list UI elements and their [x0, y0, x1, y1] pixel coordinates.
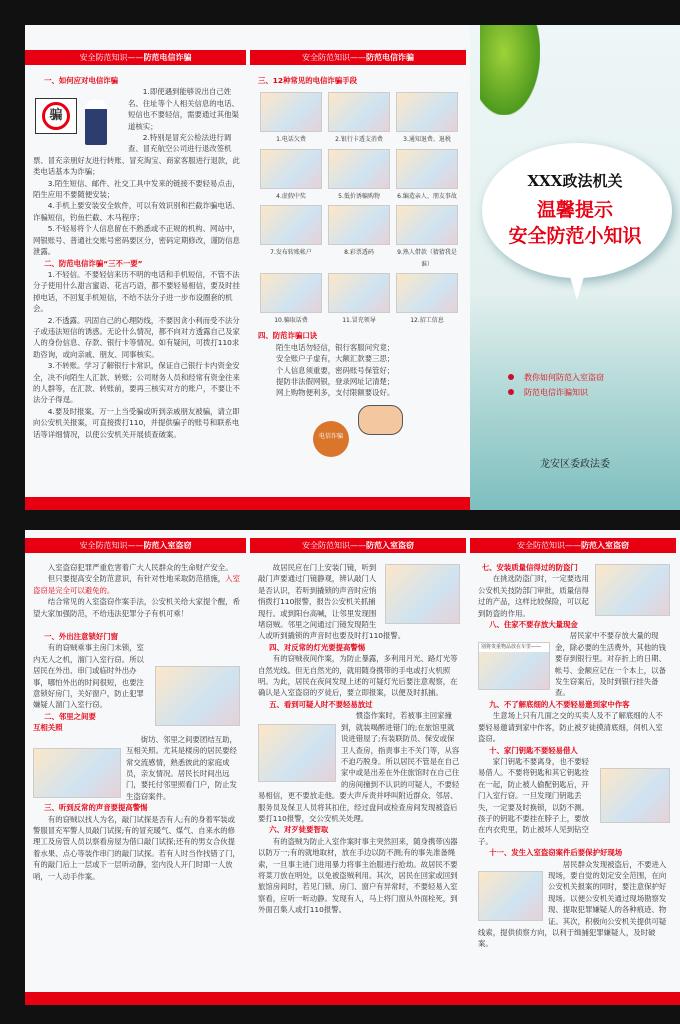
paragraph: 5.不轻易将个人信息留在不熟悉或不正规的机构、网站中，网银账号、普通社交账号密码要区分，密码定期修改，谨防信息泄露。 — [33, 224, 240, 257]
neighbors-illustration — [33, 748, 121, 798]
fraud-method-item — [260, 205, 322, 270]
bullet-text: 教你如何防范入室盗窃 — [524, 373, 604, 382]
panel-header — [250, 538, 466, 553]
car-caption: 别将贵重物品放在车里—— — [479, 643, 549, 652]
fraud-method-label: 1.电话欠费 — [276, 136, 306, 144]
header-topic: 防范入室盗窃 — [366, 541, 414, 550]
panel-telecom-1 — [25, 25, 250, 510]
fraud-cartoon-image — [396, 273, 458, 313]
fraud-method-label: 11.冒充领导 — [342, 317, 376, 325]
brochure-outside — [25, 25, 680, 510]
panel-burglary-2 — [250, 530, 470, 1005]
header-topic: 防范电信诈骗 — [143, 53, 192, 62]
cover-org: XXX政法机关 — [527, 172, 623, 190]
burglary-text-3 — [478, 562, 670, 950]
fraud-method-item — [260, 92, 322, 145]
fraud-method-label: 5.低价诱骗购物 — [338, 192, 380, 200]
highlight-text: 入室盗窃是完全可以避免的。 — [33, 574, 240, 595]
panel-header — [25, 50, 246, 65]
car-illustration — [478, 642, 550, 690]
panel-burglary-1 — [25, 530, 250, 1005]
paragraph: 有的窃贼乘事主房门未锁，室内无人之机，溜门入室行窃。所以居民在外出、串门或临时外出办事，哪怕外出的时间很短，也要注意锁好房门，关好窗户，防止犯罪嫌疑人溜门入室行窃。 — [33, 643, 144, 710]
rhyme — [258, 342, 460, 399]
fraud-method-item — [396, 205, 458, 270]
rhyme-line: 安全账户子虚有，大额汇款要三思； — [276, 354, 395, 364]
paragraph: 有的窃贼以找人为名，敲门试探是否有人;有的身着军装或警服冒充军警人员敲门试探;有的冒充暖气、煤气、自来水的修理工及房管人员以察看房屋为借口敲门试探;还有的男女合伙提着水果、点心等装作串门的敲门试探。若有人时当作找错了门，有的敲门后上一层或下一层听动静，室内没人开门时即一人放哨，一人动手作案。 — [33, 814, 240, 881]
panel-header — [25, 538, 246, 553]
fraud-method-label: 2.银行卡透支消费 — [335, 136, 383, 144]
fraud-method-item — [260, 149, 322, 202]
paragraph: 在挑选防盗门时，一定要选用公安机关技防部门审批，质量信得过的产品，这样比较保险，可以起到防盗的作用。 — [478, 574, 589, 618]
rhyme-line: 个人信息须重要，密码账号保管好； — [276, 365, 395, 375]
burglary-text-1 — [33, 562, 240, 882]
fraud-method-item — [328, 92, 390, 145]
fraud-method-label: 9.熟人借款（猜猜我是谁） — [397, 249, 457, 268]
footer-bar — [470, 992, 680, 1005]
header-prefix: 安全防范知识—— — [79, 541, 144, 550]
section-heading: 四、防范诈骗口诀 — [258, 331, 318, 341]
panel-telecom-2 — [250, 25, 470, 510]
door-peephole-illustration — [385, 564, 460, 624]
door-key-illustration — [600, 768, 670, 823]
fraud-cartoon-image — [396, 149, 458, 189]
paragraph: 1.即使遇到能够说出自己姓名、住址等个人相关信息的电话、短信也不要轻信，需要通过其他渠道核实； — [128, 87, 239, 131]
fraud-cartoon-image — [260, 92, 322, 132]
fraud-method-item — [396, 92, 458, 145]
section-heading: 三、听到反常的声音要提高警惕 — [44, 803, 148, 813]
footer-bar — [250, 992, 470, 1005]
paragraph: 故居民应在门上安装门镜，听到敲门声要通过门镜静观，辨认敲门人是否认识，若听到撬锁的声音时应悄悄拨打110报警，报告公安机关抓捕现行。或到阳台高喊，让邻里发现围堵窃贼。邻里之间通过门镜发现陌生人或听到撬锁的声音时也要及时打110报警。 — [258, 563, 406, 641]
paragraph: 生意场上只有几面之交的买卖人及不了解底细的人不要轻易邀请到家中作客，防止被歹徒摸清底细，伺机入室盗窃。 — [478, 711, 663, 744]
section-heading: 一、外出注意锁好门窗 — [44, 632, 119, 642]
fraud-cartoon-image — [260, 273, 322, 313]
paragraph: 2.特别是冒充公检法进行调查、冒充航空公司进行退改签机票、冒充亲朋好友进行转账、冒充淘宝、商家客服进行退款，此类电话基本为诈骗； — [33, 133, 240, 177]
section-heading: 六、对歹徒要智取 — [269, 825, 329, 835]
fraud-cartoon-image — [396, 205, 458, 245]
section-heading: 九、不了解底细的人不要轻易邀到家中作客 — [489, 699, 630, 709]
money-bag-icon: 电信诈骗 — [313, 421, 349, 457]
fraud-method-label: 7.发布转账帐户 — [270, 249, 312, 257]
header-prefix: 安全防范知识—— — [79, 53, 144, 62]
section-heading: 四、对反常的灯光要提高警惕 — [269, 642, 366, 652]
burglary-text-2 — [258, 562, 460, 916]
panel-burglary-3 — [470, 530, 680, 1005]
section-heading: 三、12种常见的电信诈骗手段 — [258, 76, 357, 85]
cover-title: 温馨提示 — [536, 199, 613, 221]
security-door-illustration — [595, 564, 670, 616]
fraud-methods-grid — [260, 92, 458, 326]
paragraph: 1.不轻信。不要轻信来历不明的电话和手机短信，不管不法分子使用什么甜言蜜语、花言巧语，都不要轻易相信，要及时挂掉电话，不回复手机短信，不给不法分子进一步布设圈套的机会。 — [33, 269, 240, 314]
section-heading: 八、住家不要存放大量现金 — [489, 620, 578, 630]
paragraph: 3.陌生短信、邮件、社交工具中发来的链接不要轻易点击，陌生应用不要随便安装； — [33, 178, 240, 200]
fraud-method-label: 3.通知退费、退税 — [403, 136, 451, 144]
fraud-cartoon-image — [328, 92, 390, 132]
no-fraud-illustration — [33, 88, 123, 150]
header-topic: 防范电信诈骗 — [366, 53, 414, 62]
fraud-cartoon-image — [260, 149, 322, 189]
suspicious-person-illustration — [258, 724, 336, 782]
section-heading: 七、安装质量信得过的防盗门 — [481, 563, 578, 572]
cover-bullet — [508, 387, 588, 398]
police-cartoon-icon — [85, 100, 107, 145]
panel-header — [470, 538, 676, 553]
rhyme-line: 提防非法假网银，登录网址记清楚； — [276, 377, 395, 387]
telecom-text-1 — [33, 75, 240, 440]
fraud-method-item — [328, 205, 390, 270]
header-prefix: 安全防范知识—— — [302, 541, 366, 550]
window-lock-illustration — [155, 666, 240, 726]
paragraph: 4.手机上要安装安全软件，可以有效识别和拦截诈骗电话、诈骗短信，钓鱼拦截、木马程序； — [33, 201, 240, 222]
fraud-method-label: 6.编造亲人、朋友事故 — [397, 192, 457, 200]
paragraph — [33, 573, 240, 596]
rhyme-line: 陌生电话勿轻信，银行客服问究竟； — [276, 342, 395, 352]
section-heading: 五、看到可疑人时不要轻易放过 — [269, 699, 373, 709]
telecom-text-2 — [258, 75, 460, 463]
cover-issuer: 龙安区委政法委 — [540, 459, 610, 470]
paragraph: 居民群众发现被盗后，不要进入现场，要自觉的划定安全范围，在向公安机关报案的同时，要注意保护好现场。以便公安机关通过现场勘察发现、提取犯罪嫌疑人的各种痕迹、物证。其次，积极向公安机关提供可疑线索，提供侦察方向，以利于缉捕犯罪嫌疑人，及时破案。 — [478, 859, 667, 949]
fraud-cartoon-image — [328, 273, 390, 313]
section-heading: 一、如何应对电信诈骗 — [44, 76, 119, 85]
fraud-method-item — [328, 149, 390, 202]
fist-money-illustration — [258, 403, 460, 463]
paragraph: 2.不透露。巩固自己的心理防线，不要因贪小利而受不法分子或违法短信的诱惑。无论什么情况，都不向对方透露自己及家人的身份信息、存款、银行卡等情况。如有疑问，可拨打110求助咨询，或向亲戚、朋友、同事核实。 — [33, 315, 240, 359]
section-heading: 二、邻里之间要 — [44, 711, 96, 721]
footer-bar — [250, 497, 470, 510]
fraud-method-item — [260, 273, 322, 326]
paragraph: 3.不转账。学习了解银行卡常识，保证自己银行卡内资金安全，决不向陌生人汇款、转账；公司财务人员和经常有资金往来的人群等，在汇款、转账前，要再三核实对方的账户，不要让不法分子得逞。 — [33, 361, 240, 405]
section-heading: 十一、发生入室盗窃案件后要保护好现场 — [489, 848, 623, 858]
fraud-method-label: 4.虚假中奖 — [276, 192, 306, 200]
paragraph: 家门钥匙不要离身，也不要轻易借人。不要将钥匙和其它钥匙拴在一起，防止被人偷配钥匙后，开门入室行窃。一旦发现门钥匙丢失，一定要及时换锁，以防不测。孩子的钥匙不要挂在脖子上，要放在内衣兜里，防止被坏人见到钻空子。 — [478, 756, 589, 846]
paragraph: 有的窃贼夜间作案，为防止暴露，多利用月光、路灯光等自然光线。但无自然光的，就用随身携带的手电或打火机照明。为此，居民在夜间发现上述的可疑灯光后要注意观察，在确认是入室盗窃的歹徒后，要立即报案，以便及时抓捕。 — [258, 654, 458, 698]
speech-bubble-tail — [565, 260, 589, 300]
paragraph: 街坊、邻里之间要团结互助，互相关照。尤其是楼房的居民要经常交流感情，熟悉彼此的家庭成员，亲友情况。居民长时间出远门，要托付邻里照看门户，防止发生盗窃案件。 — [126, 734, 237, 801]
panel-header — [250, 50, 466, 65]
cover-bullet — [508, 372, 604, 383]
brochure-inside — [25, 530, 680, 1005]
paragraph: 结合常见的入室盗窃作案手法，公安机关给大家提个醒，希望大家加强防范，不给违法犯罪分子有机可乘！ — [33, 597, 240, 618]
no-fraud-sign-icon — [35, 98, 77, 134]
footer-bar — [25, 992, 250, 1005]
fraud-cartoon-image — [328, 205, 390, 245]
fraud-method-item — [396, 149, 458, 202]
fraud-method-label: 8.彩票透码 — [344, 249, 374, 257]
fraud-cartoon-image — [328, 149, 390, 189]
paragraph: 惯盗作案时，若被事主回家撞到，就装喝醉进错门的;在旅馆里就说进错屋了;有装联防员、保安或保卫人查房，指责事主不关门等，从容不迫巧脱身。所以居民不管是在自己家中或是出差在外住旅馆时在自己住的房间撞到不认识的可疑人，不要轻易相信，更不要放走他。要大声斥责并呼叫附近群众、邻居、服务员及保卫人员将其扣住，经过盘问或检查房间发现被盗后要打110报警，交公安机关处理。 — [258, 711, 460, 823]
fist-icon — [358, 405, 403, 435]
bullet-icon — [508, 389, 514, 395]
bullet-text: 防范电信诈骗知识 — [524, 388, 588, 397]
fraud-cartoon-image — [260, 205, 322, 245]
cover-subtitle: 安全防范小知识 — [508, 225, 642, 247]
section-heading: 二、防范电信诈骗“三不一要” — [44, 258, 143, 268]
fraud-method-label: 12.招工信息 — [410, 317, 444, 325]
leaf-decoration-icon — [480, 25, 540, 115]
cover-panel — [470, 25, 680, 510]
paragraph: 有的盗贼为防止入室作案时事主突然回来，随身携带凶器以防万一;有的就地取材，放在手边以防不测;有的事先准备绳索，一旦事主进门进用暴力将事主治服进行抢劫。故居民不要将菜刀放在明处，以免被盗贼利用。其次，居民在回家或回到旅馆房间时，若见门锁、房门、窗户有异常时，不要轻易入室察看，应听一听动静。发现有人，马上将门窗从外面栓死，到外面召集人或打110报警。 — [258, 836, 458, 915]
paragraph: 居民家中不要存放大量的现金，除必要的生活费外，其他的钱要存到银行里。对存折上的日期、帐号、金额应记在一个本上，以备发生窃案后，及时到银行挂失备查。 — [555, 631, 666, 698]
fraud-method-item — [328, 273, 390, 326]
fraud-method-item — [396, 273, 458, 326]
crime-scene-illustration — [478, 871, 543, 921]
paragraph: 4.要及时报案。万一上当受骗或听到亲戚朋友被骗，请立即向公安机关报案，可直接拨打110，并提供骗子的账号和联系电话等详细情况，以使公安机关开展侦查破案。 — [33, 406, 240, 439]
paragraph: 入室盗窃犯罪严重危害着广大人民群众的生命财产安全。 — [47, 563, 233, 572]
rhyme-line: 网上购物便利多，支付限额要设好。 — [276, 388, 395, 398]
header-topic: 防范入室盗窃 — [581, 541, 629, 550]
header-prefix: 安全防范知识—— — [517, 541, 581, 550]
header-topic: 防范入室盗窃 — [143, 541, 192, 550]
sign-text: 骗 — [42, 102, 70, 130]
section-heading: 互相关照 — [33, 723, 63, 733]
section-heading: 十、家门钥匙不要轻易借人 — [489, 745, 578, 755]
footer-bar — [25, 497, 250, 510]
text: 但只要提高安全防范意识，有针对性地采取防范措施， — [47, 574, 226, 584]
bullet-icon — [508, 374, 514, 380]
header-prefix: 安全防范知识—— — [302, 53, 366, 62]
fraud-cartoon-image — [396, 92, 458, 132]
fraud-method-label: 10.骗取话费 — [274, 317, 308, 325]
